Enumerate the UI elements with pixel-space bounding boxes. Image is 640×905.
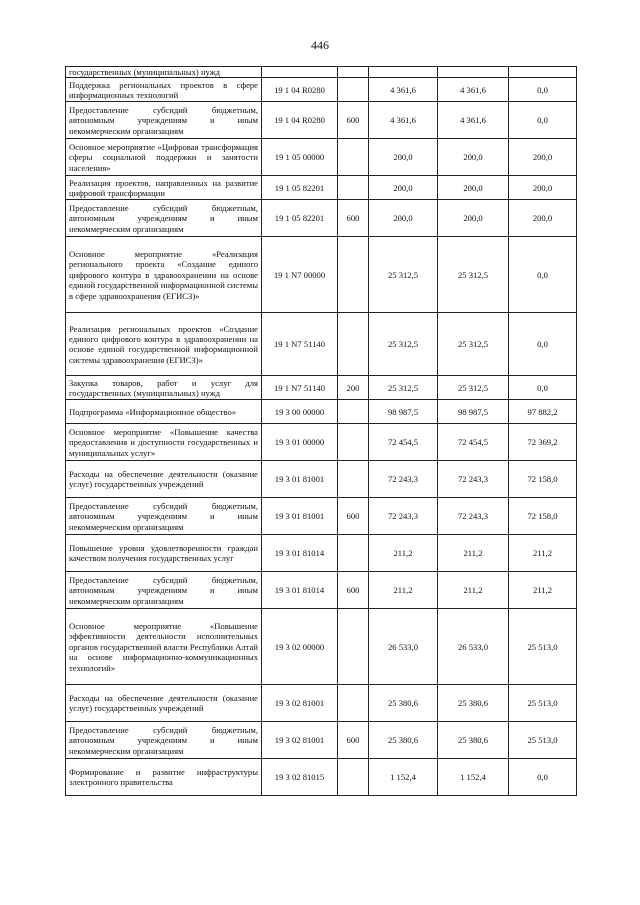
row-name-cell: Предоставление субсидий бюджетным, автономным учреждениям и иным некоммерческим организациям	[66, 722, 262, 759]
row-value-2-cell	[438, 67, 509, 78]
row-value-2-cell: 4 361,6	[438, 78, 509, 102]
row-code-cell: 19 3 02 81015	[262, 759, 338, 796]
row-name-cell: Реализация региональных проектов «Создание единого цифрового контура в здравоохранении на основе единой государственной информационной системы здравоохранения (ЕГИСЗ)»	[66, 313, 262, 376]
table-row	[66, 722, 577, 759]
row-name-cell: Предоставление субсидий бюджетным, автономным учреждениям и иным некоммерческим организациям	[66, 498, 262, 535]
row-expense-type-cell: 600	[338, 200, 369, 237]
row-value-1-cell: 25 380,6	[369, 685, 438, 722]
row-value-2-cell: 4 361,6	[438, 102, 509, 139]
table-row	[66, 313, 577, 376]
row-value-2-cell: 1 152,4	[438, 759, 509, 796]
row-value-3-cell	[509, 67, 577, 78]
row-expense-type-cell: 200	[338, 376, 369, 400]
table-row	[66, 139, 577, 176]
row-expense-type-cell	[338, 313, 369, 376]
budget-table	[65, 66, 577, 796]
table-row	[66, 176, 577, 200]
row-value-1-cell: 4 361,6	[369, 78, 438, 102]
row-expense-type-cell	[338, 685, 369, 722]
row-value-3-cell: 72 158,0	[509, 461, 577, 498]
table-row	[66, 759, 577, 796]
table-row	[66, 535, 577, 572]
table-row	[66, 376, 577, 400]
row-name-cell: Формирование и развитие инфраструктуры электронного правительства	[66, 759, 262, 796]
row-value-1-cell: 25 380,6	[369, 722, 438, 759]
row-name-cell: Предоставление субсидий бюджетным, автономным учреждениям и иным некоммерческим организациям	[66, 572, 262, 609]
row-code-cell: 19 1 04 R0280	[262, 102, 338, 139]
table-row	[66, 200, 577, 237]
row-expense-type-cell	[338, 759, 369, 796]
budget-table-body	[66, 67, 577, 796]
row-value-3-cell: 72 158,0	[509, 498, 577, 535]
table-row	[66, 237, 577, 313]
row-expense-type-cell	[338, 139, 369, 176]
row-value-3-cell: 0,0	[509, 313, 577, 376]
row-value-3-cell: 0,0	[509, 102, 577, 139]
row-name-cell: Закупка товаров, работ и услуг для государственных (муниципальных) нужд	[66, 376, 262, 400]
row-code-cell: 19 1 N7 00000	[262, 237, 338, 313]
row-name-cell: Основное мероприятие «Цифровая трансформация сферы социальной поддержки и занятости населения»	[66, 139, 262, 176]
row-expense-type-cell	[338, 609, 369, 685]
row-value-3-cell: 200,0	[509, 200, 577, 237]
row-value-2-cell: 25 380,6	[438, 722, 509, 759]
row-value-2-cell: 200,0	[438, 200, 509, 237]
row-name-cell: Основное мероприятие «Повышение качества предоставления и доступности государственных и муниципальных услуг»	[66, 424, 262, 461]
row-value-2-cell: 25 380,6	[438, 685, 509, 722]
row-value-1-cell: 211,2	[369, 572, 438, 609]
row-expense-type-cell	[338, 67, 369, 78]
row-value-1-cell: 4 361,6	[369, 102, 438, 139]
row-value-2-cell: 26 533,0	[438, 609, 509, 685]
table-row	[66, 572, 577, 609]
row-value-3-cell: 25 513,0	[509, 685, 577, 722]
row-expense-type-cell: 600	[338, 572, 369, 609]
row-value-1-cell: 211,2	[369, 535, 438, 572]
row-code-cell: 19 3 01 81001	[262, 498, 338, 535]
row-code-cell: 19 1 N7 51140	[262, 376, 338, 400]
row-value-3-cell: 0,0	[509, 376, 577, 400]
row-value-3-cell: 25 513,0	[509, 609, 577, 685]
row-code-cell: 19 1 04 R0280	[262, 78, 338, 102]
row-name-cell: Расходы на обеспечение деятельности (оказание услуг) государственных учреждений	[66, 685, 262, 722]
table-row	[66, 609, 577, 685]
row-value-2-cell: 72 454,5	[438, 424, 509, 461]
row-value-1-cell: 98 987,5	[369, 400, 438, 424]
row-value-2-cell: 25 312,5	[438, 237, 509, 313]
row-code-cell: 19 1 N7 51140	[262, 313, 338, 376]
table-row	[66, 102, 577, 139]
row-expense-type-cell	[338, 424, 369, 461]
row-code-cell: 19 3 01 81001	[262, 461, 338, 498]
row-value-3-cell: 200,0	[509, 139, 577, 176]
row-value-2-cell: 200,0	[438, 139, 509, 176]
row-code-cell: 19 3 01 81014	[262, 572, 338, 609]
row-expense-type-cell	[338, 535, 369, 572]
row-code-cell: 19 3 01 81014	[262, 535, 338, 572]
row-value-1-cell: 72 243,3	[369, 461, 438, 498]
row-value-1-cell	[369, 67, 438, 78]
table-row	[66, 400, 577, 424]
row-code-cell: 19 3 00 00000	[262, 400, 338, 424]
table-row	[66, 67, 577, 78]
row-value-2-cell: 98 987,5	[438, 400, 509, 424]
row-expense-type-cell	[338, 400, 369, 424]
row-name-cell: Расходы на обеспечение деятельности (оказание услуг) государственных учреждений	[66, 461, 262, 498]
row-expense-type-cell	[338, 461, 369, 498]
row-value-3-cell: 0,0	[509, 237, 577, 313]
row-code-cell	[262, 67, 338, 78]
row-code-cell: 19 3 02 00000	[262, 609, 338, 685]
row-expense-type-cell	[338, 176, 369, 200]
row-value-2-cell: 72 243,3	[438, 498, 509, 535]
row-value-1-cell: 26 533,0	[369, 609, 438, 685]
row-value-3-cell: 0,0	[509, 759, 577, 796]
table-row	[66, 685, 577, 722]
row-value-1-cell: 200,0	[369, 200, 438, 237]
row-value-2-cell: 200,0	[438, 176, 509, 200]
row-value-1-cell: 200,0	[369, 176, 438, 200]
row-expense-type-cell: 600	[338, 722, 369, 759]
row-value-2-cell: 25 312,5	[438, 376, 509, 400]
row-code-cell: 19 1 05 82201	[262, 200, 338, 237]
row-name-cell: Повышение уровня удовлетворенности граждан качеством получения государственных услуг	[66, 535, 262, 572]
row-code-cell: 19 1 05 82201	[262, 176, 338, 200]
row-expense-type-cell	[338, 237, 369, 313]
row-value-3-cell: 211,2	[509, 572, 577, 609]
row-value-2-cell: 72 243,3	[438, 461, 509, 498]
row-value-3-cell: 97 882,2	[509, 400, 577, 424]
row-code-cell: 19 1 05 00000	[262, 139, 338, 176]
row-value-1-cell: 25 312,5	[369, 376, 438, 400]
row-name-cell: Основное мероприятие «Повышение эффективности деятельности исполнительных органов государственной власти Республики Алтай на основе информационно-коммуникационных технологий»	[66, 609, 262, 685]
row-value-3-cell: 0,0	[509, 78, 577, 102]
table-row	[66, 78, 577, 102]
row-value-1-cell: 72 243,3	[369, 498, 438, 535]
row-value-2-cell: 211,2	[438, 572, 509, 609]
row-value-3-cell: 72 369,2	[509, 424, 577, 461]
row-name-cell: Предоставление субсидий бюджетным, автономным учреждениям и иным некоммерческим организациям	[66, 102, 262, 139]
table-row	[66, 498, 577, 535]
row-expense-type-cell: 600	[338, 498, 369, 535]
row-code-cell: 19 3 02 81001	[262, 722, 338, 759]
row-value-1-cell: 72 454,5	[369, 424, 438, 461]
table-row	[66, 461, 577, 498]
row-expense-type-cell	[338, 78, 369, 102]
row-name-cell: государственных (муниципальных) нужд	[66, 67, 262, 78]
row-value-3-cell: 200,0	[509, 176, 577, 200]
row-name-cell: Основное мероприятие «Реализация регионального проекта «Создание единого цифрового контура в здравоохранении на основе единой государственной информационной системы в сфере здравоохранения (ЕГИСЗ)»	[66, 237, 262, 313]
row-value-2-cell: 25 312,5	[438, 313, 509, 376]
row-value-1-cell: 200,0	[369, 139, 438, 176]
row-name-cell: Поддержка региональных проектов в сфере информационных технологий	[66, 78, 262, 102]
row-name-cell: Подпрограмма «Информационное общество»	[66, 400, 262, 424]
page-number: 446	[311, 38, 329, 52]
row-expense-type-cell: 600	[338, 102, 369, 139]
row-name-cell: Реализация проектов, направленных на развитие цифровой трансформации	[66, 176, 262, 200]
row-code-cell: 19 3 02 81001	[262, 685, 338, 722]
row-value-3-cell: 211,2	[509, 535, 577, 572]
row-value-2-cell: 211,2	[438, 535, 509, 572]
row-value-1-cell: 25 312,5	[369, 313, 438, 376]
table-row	[66, 424, 577, 461]
row-value-1-cell: 25 312,5	[369, 237, 438, 313]
row-code-cell: 19 3 01 00000	[262, 424, 338, 461]
row-name-cell: Предоставление субсидий бюджетным, автономным учреждениям и иным некоммерческим организациям	[66, 200, 262, 237]
row-value-1-cell: 1 152,4	[369, 759, 438, 796]
row-value-3-cell: 25 513,0	[509, 722, 577, 759]
